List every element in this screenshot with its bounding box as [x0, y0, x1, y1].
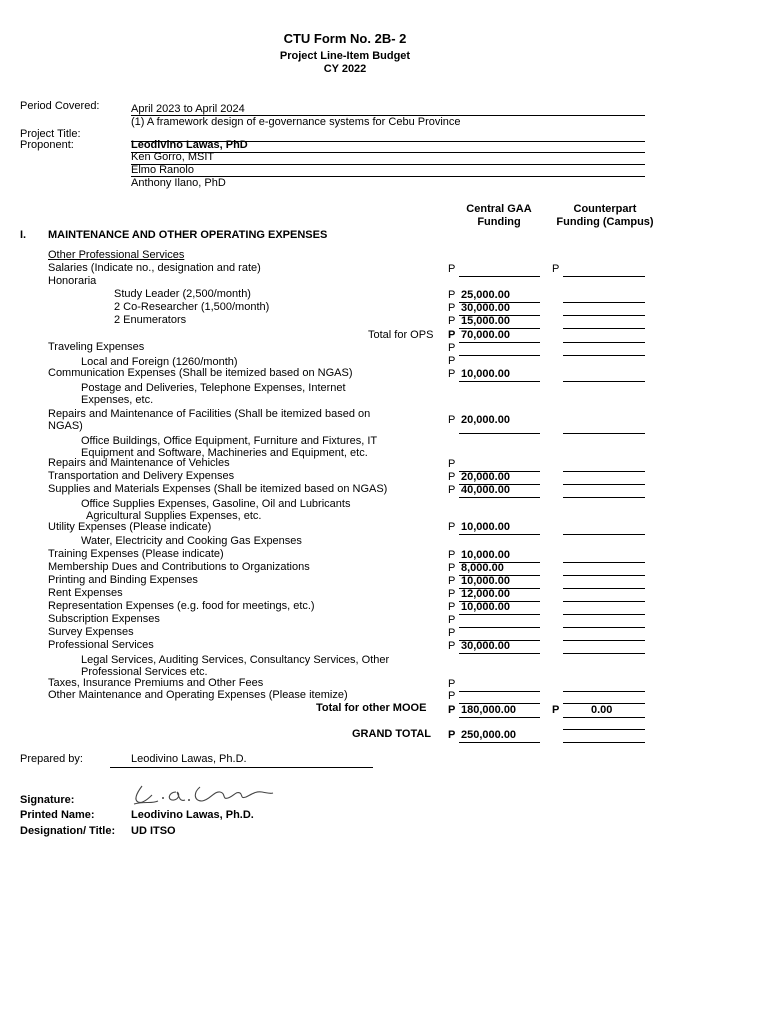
counterpart-line — [563, 640, 645, 641]
amount-value: 12,000.00 — [461, 588, 510, 600]
amount-line — [459, 433, 540, 434]
row-label: Transportation and Delivery Expenses — [48, 470, 235, 482]
total-mooe-label: Total for other MOOE — [316, 702, 427, 714]
form-number: CTU Form No. 2B- 2 — [283, 31, 407, 46]
peso-sign: P — [448, 484, 456, 496]
row-sublabel: Professional Services etc. — [81, 666, 208, 678]
amount-line — [459, 614, 540, 615]
peso-sign: P — [448, 329, 456, 341]
peso-sign: P — [448, 575, 456, 587]
amount-value: 10,000.00 — [461, 601, 510, 613]
row-sublabel: Postage and Deliveries, Telephone Expenses, Internet — [81, 382, 346, 394]
central-funding-header: Funding — [477, 216, 521, 228]
amount-line — [459, 342, 540, 343]
peso-sign: P — [448, 302, 456, 314]
counterpart-line — [563, 653, 645, 654]
row-label: Other Maintenance and Operating Expenses (Please itemize) — [48, 689, 348, 701]
row-label: Representation Expenses (e.g. food for meetings, etc.) — [48, 600, 315, 612]
period-value: April 2023 to April 2024 — [131, 103, 245, 115]
counterpart-line — [563, 381, 645, 382]
proponent-label: Proponent: — [20, 139, 74, 151]
total-ops-label: Total for OPS — [368, 329, 434, 341]
grand-total-value: 250,000.00 — [461, 729, 517, 741]
proponent-name: Leodivino Lawas, PhD — [131, 139, 248, 151]
row-label: Traveling Expenses — [48, 341, 145, 353]
row-sublabel: Legal Services, Auditing Services, Consultancy Services, Other — [81, 654, 390, 666]
proponent-name: Ken Gorro, MSIT — [131, 151, 215, 163]
amount-value: 8,000.00 — [461, 562, 504, 574]
row-label: Survey Expenses — [48, 626, 134, 638]
counterpart-line — [563, 433, 645, 434]
counterpart-line — [563, 342, 645, 343]
amount-line — [459, 653, 540, 654]
row-sublabel: Office Buildings, Office Equipment, Furniture and Fixtures, IT — [81, 435, 378, 447]
counterpart-line — [563, 729, 645, 730]
amount-line — [459, 497, 540, 498]
amount-value: 30,000.00 — [461, 302, 510, 314]
counterpart-line — [563, 562, 645, 563]
row-label: Repairs and Maintenance of Facilities (Shall be itemized based on — [48, 408, 371, 420]
peso-sign: P — [448, 414, 456, 426]
row-label: Salaries (Indicate no., designation and rate) — [48, 262, 261, 274]
amount-line — [459, 381, 540, 382]
row-label: Rent Expenses — [48, 587, 123, 599]
peso-sign: P — [448, 562, 456, 574]
peso-sign: P — [552, 704, 560, 716]
row-label: NGAS) — [48, 420, 83, 432]
page-subtitle: Project Line-Item Budget — [279, 50, 411, 62]
printed-name-value: Leodivino Lawas, Ph.D. — [131, 809, 254, 821]
amount-value: 20,000.00 — [461, 471, 510, 483]
amount-value: 15,000.00 — [461, 315, 510, 327]
grand-total-label: GRAND TOTAL — [352, 728, 432, 740]
counterpart-line — [563, 627, 645, 628]
total-mooe-value: 180,000.00 — [461, 704, 517, 716]
counterpart-line — [563, 484, 645, 485]
counterpart-line — [563, 471, 645, 472]
prepared-by-underline — [110, 767, 373, 768]
project-title-label: Project Title: — [20, 128, 81, 140]
row-label: Taxes, Insurance Premiums and Other Fees — [48, 677, 264, 689]
row-label: Membership Dues and Contributions to Organizations — [48, 561, 310, 573]
row-label: Printing and Binding Expenses — [48, 574, 198, 586]
counterpart-line — [563, 328, 645, 329]
counterpart-funding-header: Funding (Campus) — [556, 216, 654, 228]
central-funding-header: Central GAA — [466, 203, 532, 215]
row-label: Supplies and Materials Expenses (Shall be itemized based on NGAS) — [48, 483, 388, 495]
peso-sign: P — [448, 342, 456, 354]
counterpart-line — [563, 315, 645, 316]
amount-value: 10,000.00 — [461, 549, 510, 561]
peso-sign: P — [448, 690, 456, 702]
row-label: Study Leader (2,500/month) — [114, 288, 251, 300]
row-label: Other Professional Services — [48, 249, 185, 261]
counterpart-line — [563, 717, 645, 718]
counterpart-line — [563, 614, 645, 615]
row-label: Local and Foreign (1260/month) — [81, 356, 238, 368]
counterpart-line — [563, 497, 645, 498]
amount-line — [459, 717, 540, 718]
row-label: Communication Expenses (Shall be itemized based on NGAS) — [48, 367, 353, 379]
amount-value: 10,000.00 — [461, 575, 510, 587]
row-sublabel: Office Supplies Expenses, Gasoline, Oil and Lubricants — [81, 498, 351, 510]
row-label: Training Expenses (Please indicate) — [48, 548, 224, 560]
row-sublabel: Agricultural Supplies Expenses, etc. — [86, 510, 262, 522]
peso-sign: P — [448, 263, 456, 275]
amount-line — [459, 742, 540, 743]
peso-sign: P — [448, 355, 456, 367]
counterpart-line — [563, 575, 645, 576]
amount-line — [459, 276, 540, 277]
counterpart-line — [563, 691, 645, 692]
section-title: MAINTENANCE AND OTHER OPERATING EXPENSES — [48, 229, 328, 241]
row-label: Subscription Expenses — [48, 613, 160, 625]
counterpart-line — [563, 742, 645, 743]
row-label: Repairs and Maintenance of Vehicles — [48, 457, 230, 469]
counterpart-line — [563, 534, 645, 535]
counterpart-line — [563, 302, 645, 303]
counterpart-line — [563, 588, 645, 589]
row-label: Honoraria — [48, 275, 97, 287]
amount-value: 10,000.00 — [461, 368, 510, 380]
amount-line — [459, 355, 540, 356]
total-ops-value: 70,000.00 — [461, 329, 510, 341]
peso-sign: P — [552, 263, 560, 275]
peso-sign: P — [448, 315, 456, 327]
proponent-underline — [131, 164, 645, 165]
page-year: CY 2022 — [323, 63, 367, 75]
printed-name-label: Printed Name: — [20, 809, 95, 821]
signature-label: Signature: — [20, 794, 75, 806]
row-sublabel: Water, Electricity and Cooking Gas Expenses — [81, 535, 302, 547]
peso-sign: P — [448, 521, 456, 533]
designation-label: Designation/ Title: — [20, 825, 116, 837]
total-mooe-counterpart-value: 0.00 — [591, 704, 613, 716]
peso-sign: P — [448, 458, 456, 470]
amount-value: 25,000.00 — [461, 289, 510, 301]
peso-sign: P — [448, 729, 456, 741]
peso-sign: P — [448, 614, 456, 626]
amount-value: 30,000.00 — [461, 640, 510, 652]
peso-sign: P — [448, 704, 456, 716]
row-sublabel: Equipment and Software, Machineries and Equipment, etc. — [81, 447, 368, 459]
section-number: I. — [20, 229, 27, 241]
prepared-by-label: Prepared by: — [20, 753, 83, 765]
counterpart-funding-header: Counterpart — [573, 203, 637, 215]
handwritten-signature — [130, 782, 275, 808]
amount-value: 20,000.00 — [461, 414, 510, 426]
row-label: Utility Expenses (Please indicate) — [48, 521, 212, 533]
peso-sign: P — [448, 471, 456, 483]
counterpart-line — [563, 355, 645, 356]
counterpart-line — [563, 276, 645, 277]
peso-sign: P — [448, 549, 456, 561]
proponent-name: Anthony Ilano, PhD — [131, 177, 226, 189]
proponent-name: Elmo Ranolo — [131, 164, 194, 176]
peso-sign: P — [448, 678, 456, 690]
row-label: 2 Co-Researcher (1,500/month) — [114, 301, 270, 313]
prepared-by-name: Leodivino Lawas, Ph.D. — [131, 753, 247, 765]
amount-line — [459, 691, 540, 692]
peso-sign: P — [448, 640, 456, 652]
designation-value: UD ITSO — [131, 825, 176, 837]
peso-sign: P — [448, 289, 456, 301]
project-title-value: (1) A framework design of e-governance systems for Cebu Province — [131, 116, 461, 128]
period-label: Period Covered: — [20, 100, 100, 112]
row-label: Professional Services — [48, 639, 154, 651]
peso-sign: P — [448, 627, 456, 639]
amount-line — [459, 534, 540, 535]
peso-sign: P — [448, 601, 456, 613]
amount-line — [459, 627, 540, 628]
amount-value: 40,000.00 — [461, 484, 510, 496]
counterpart-line — [563, 601, 645, 602]
peso-sign: P — [448, 368, 456, 380]
amount-value: 10,000.00 — [461, 521, 510, 533]
row-label: 2 Enumerators — [114, 314, 187, 326]
row-sublabel: Expenses, etc. — [81, 394, 154, 406]
peso-sign: P — [448, 588, 456, 600]
